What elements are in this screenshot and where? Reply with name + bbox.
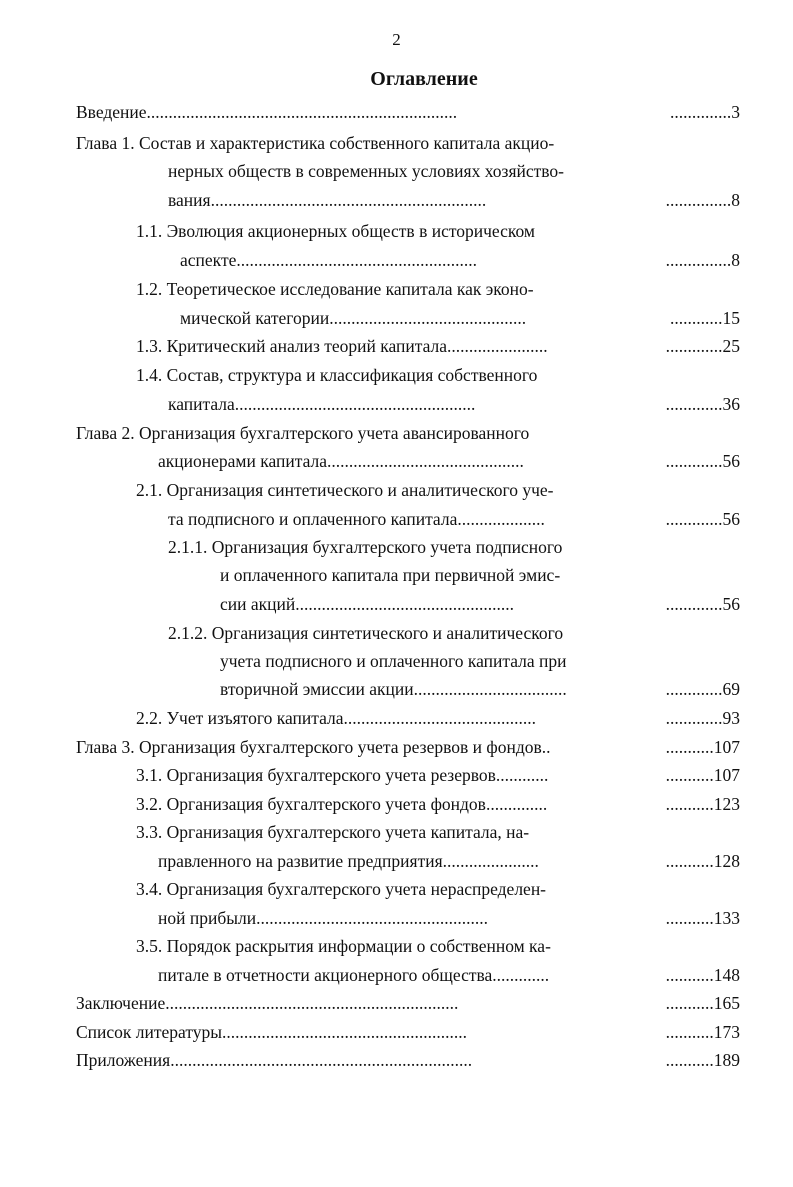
toc-text: 1.3. Критический анализ теорий капитала....................... — [136, 336, 548, 356]
toc-page: .............25 — [665, 336, 740, 356]
toc-page: ...........133 — [665, 908, 740, 928]
page-number: 2 — [392, 30, 401, 49]
toc-text: Глава 3. Организация бухгалтерского учета резервов и фондов.. — [76, 737, 551, 757]
toc-text: нерных обществ в современных условиях хозяйство- — [168, 161, 565, 181]
toc-text: 3.2. Организация бухгалтерского учета фондов.............. — [136, 794, 548, 814]
toc-page: ...............8 — [665, 190, 740, 210]
toc-text: аспекте....................................................... — [180, 250, 477, 270]
toc-text: Заключение................................................................... — [76, 993, 459, 1013]
toc-text: 3.4. Организация бухгалтерского учета нераспределен- — [136, 879, 547, 899]
page-title: Оглавление — [370, 68, 478, 90]
toc-text: мической категории............................................. — [180, 308, 527, 328]
toc-text: 1.1. Эволюция акционерных обществ в историческом — [136, 221, 535, 241]
toc-text: 2.1.1. Организация бухгалтерского учета подписного — [168, 537, 563, 557]
toc-text: Глава 2. Организация бухгалтерского учета авансированного — [76, 423, 530, 443]
toc-page: ...............8 — [665, 250, 740, 270]
toc-page: ...........107 — [665, 737, 740, 757]
toc-page: ...........173 — [665, 1022, 740, 1042]
toc-text: питале в отчетности акционерного общества............. — [158, 965, 550, 985]
toc-page: .............56 — [665, 594, 740, 614]
toc-text: 1.2. Теоретическое исследование капитала как эконо- — [136, 279, 534, 299]
toc-page: .............93 — [665, 708, 740, 728]
toc-page: ...........123 — [665, 794, 740, 814]
toc-text: учета подписного и оплаченного капитала при — [220, 651, 567, 671]
toc-text: Введение....................................................................... — [76, 102, 458, 122]
toc-page: ...........107 — [665, 765, 740, 785]
toc-text: вания............................................................... — [168, 190, 487, 210]
toc-page: .............69 — [665, 679, 740, 699]
toc-text: Приложения..................................................................... — [76, 1050, 473, 1070]
toc-text: акционерами капитала............................................. — [158, 451, 524, 471]
toc-text: правленного на развитие предприятия...................... — [158, 851, 539, 871]
toc-page: ...........165 — [665, 993, 740, 1013]
toc-page: .............56 — [665, 509, 740, 529]
toc-text: 2.1.2. Организация синтетического и аналитического — [168, 623, 564, 643]
toc-page: ...........128 — [665, 851, 740, 871]
toc-page: .............56 — [665, 451, 740, 471]
toc-text: Список литературы........................................................ — [76, 1022, 468, 1042]
toc-text: 3.3. Организация бухгалтерского учета капитала, на- — [136, 822, 530, 842]
toc-text: вторичной эмиссии акции................................... — [220, 679, 567, 699]
toc-text: капитала....................................................... — [168, 394, 476, 414]
toc-text: 2.2. Учет изъятого капитала............................................ — [136, 708, 537, 728]
toc-text: 3.5. Порядок раскрытия информации о собственном ка- — [136, 936, 551, 956]
toc-text: ной прибыли..................................................... — [158, 908, 488, 928]
toc-text: Глава 1. Состав и характеристика собственного капитала акцио- — [76, 133, 555, 153]
toc-text: 3.1. Организация бухгалтерского учета резервов............ — [136, 765, 549, 785]
toc-text: та подписного и оплаченного капитала.................... — [168, 509, 545, 529]
toc-text: и оплаченного капитала при первичной эмис- — [220, 565, 561, 585]
toc-page: ...........148 — [665, 965, 740, 985]
toc-page: .............36 — [665, 394, 740, 414]
toc-text: сии акций.................................................. — [220, 594, 514, 614]
toc-text: 2.1. Организация синтетического и аналитического уче- — [136, 480, 554, 500]
toc-page: ..............3 — [670, 102, 740, 122]
toc-page: ...........189 — [665, 1050, 740, 1070]
toc-text: 1.4. Состав, структура и классификация собственного — [136, 365, 538, 385]
toc-page: ............15 — [670, 308, 740, 328]
